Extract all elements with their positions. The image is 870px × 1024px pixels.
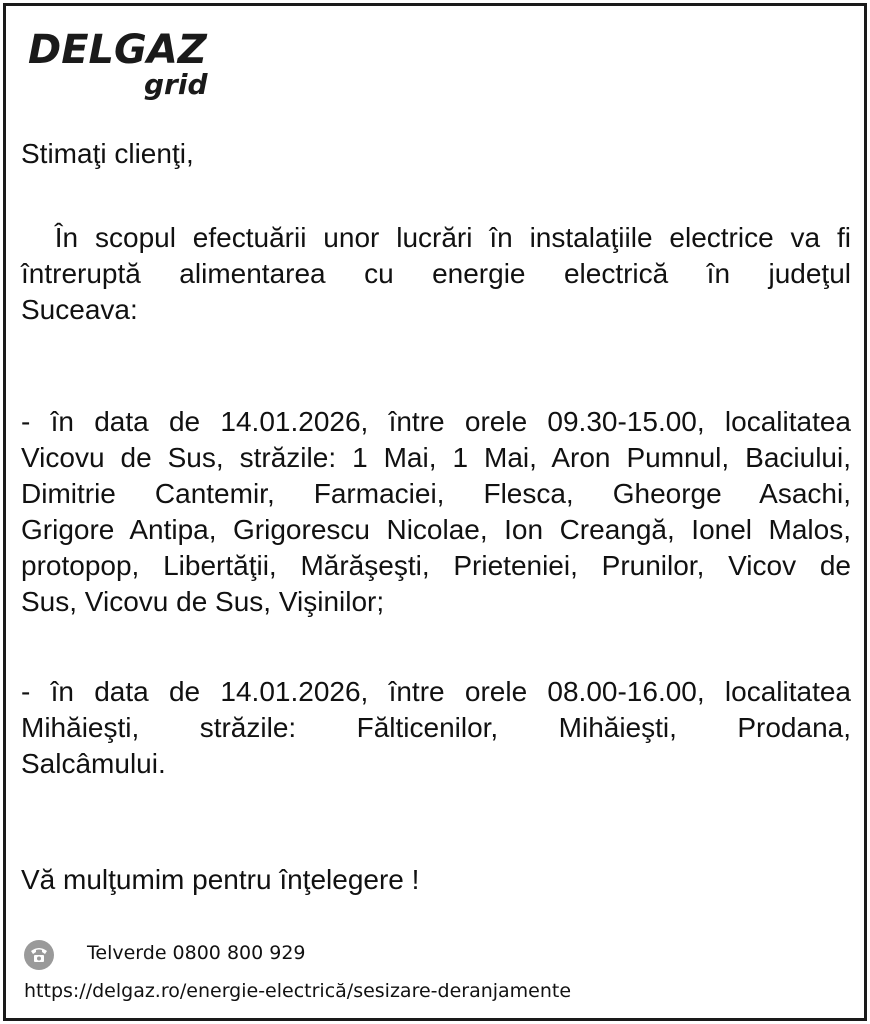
report-url[interactable]: https://delgaz.ro/energie-electrică/sesizare-deranjamente bbox=[24, 980, 572, 1002]
contact-info bbox=[24, 940, 844, 1010]
intro-line: Suceava: bbox=[21, 294, 138, 325]
entry-line: Salcâmului. bbox=[21, 748, 166, 779]
outage-entry-mihaiesti bbox=[21, 674, 851, 782]
entry-line: Vicovu de Sus, străzile: 1 Mai, 1 Mai, Aron Pumnul, Baciului, bbox=[21, 442, 851, 473]
entry-line: Mihăieşti, străzile: Fălticenilor, Mihăieşti, Prodana, bbox=[21, 712, 851, 743]
entry-line: - în data de 14.01.2026, între orele 08.00-16.00, localitatea bbox=[21, 676, 851, 707]
phone-icon bbox=[24, 940, 54, 970]
logo-main-text: DELGAZ bbox=[28, 27, 207, 73]
entry-line: Sus, Vicovu de Sus, Vişinilor; bbox=[21, 586, 385, 617]
intro-line: În scopul efectuării unor lucrări în instalaţiile electrice va fi bbox=[21, 222, 851, 253]
greeting: Stimaţi clienţi, bbox=[21, 138, 194, 169]
intro-paragraph bbox=[21, 220, 851, 328]
delgaz-grid-logo bbox=[28, 28, 228, 108]
entry-line: Dimitrie Cantemir, Farmaciei, Flesca, Gheorge Asachi, bbox=[21, 478, 851, 509]
logo-sub-text: grid bbox=[144, 68, 208, 101]
entry-line: protopop, Libertăţii, Mărăşeşti, Prieteniei, Prunilor, Vicov de bbox=[21, 550, 851, 581]
entry-line: Grigore Antipa, Grigorescu Nicolae, Ion Creangă, Ionel Malos, bbox=[21, 514, 851, 545]
intro-line: întreruptă alimentarea cu energie electrică în judeţul bbox=[21, 258, 851, 289]
entry-line: - în data de 14.01.2026, între orele 09.30-15.00, localitatea bbox=[21, 406, 851, 437]
thanks-line: Vă mulţumim pentru înţelegere ! bbox=[21, 864, 420, 895]
outage-entry-vicovu bbox=[21, 404, 851, 620]
phone-number: Telverde 0800 800 929 bbox=[87, 942, 306, 964]
